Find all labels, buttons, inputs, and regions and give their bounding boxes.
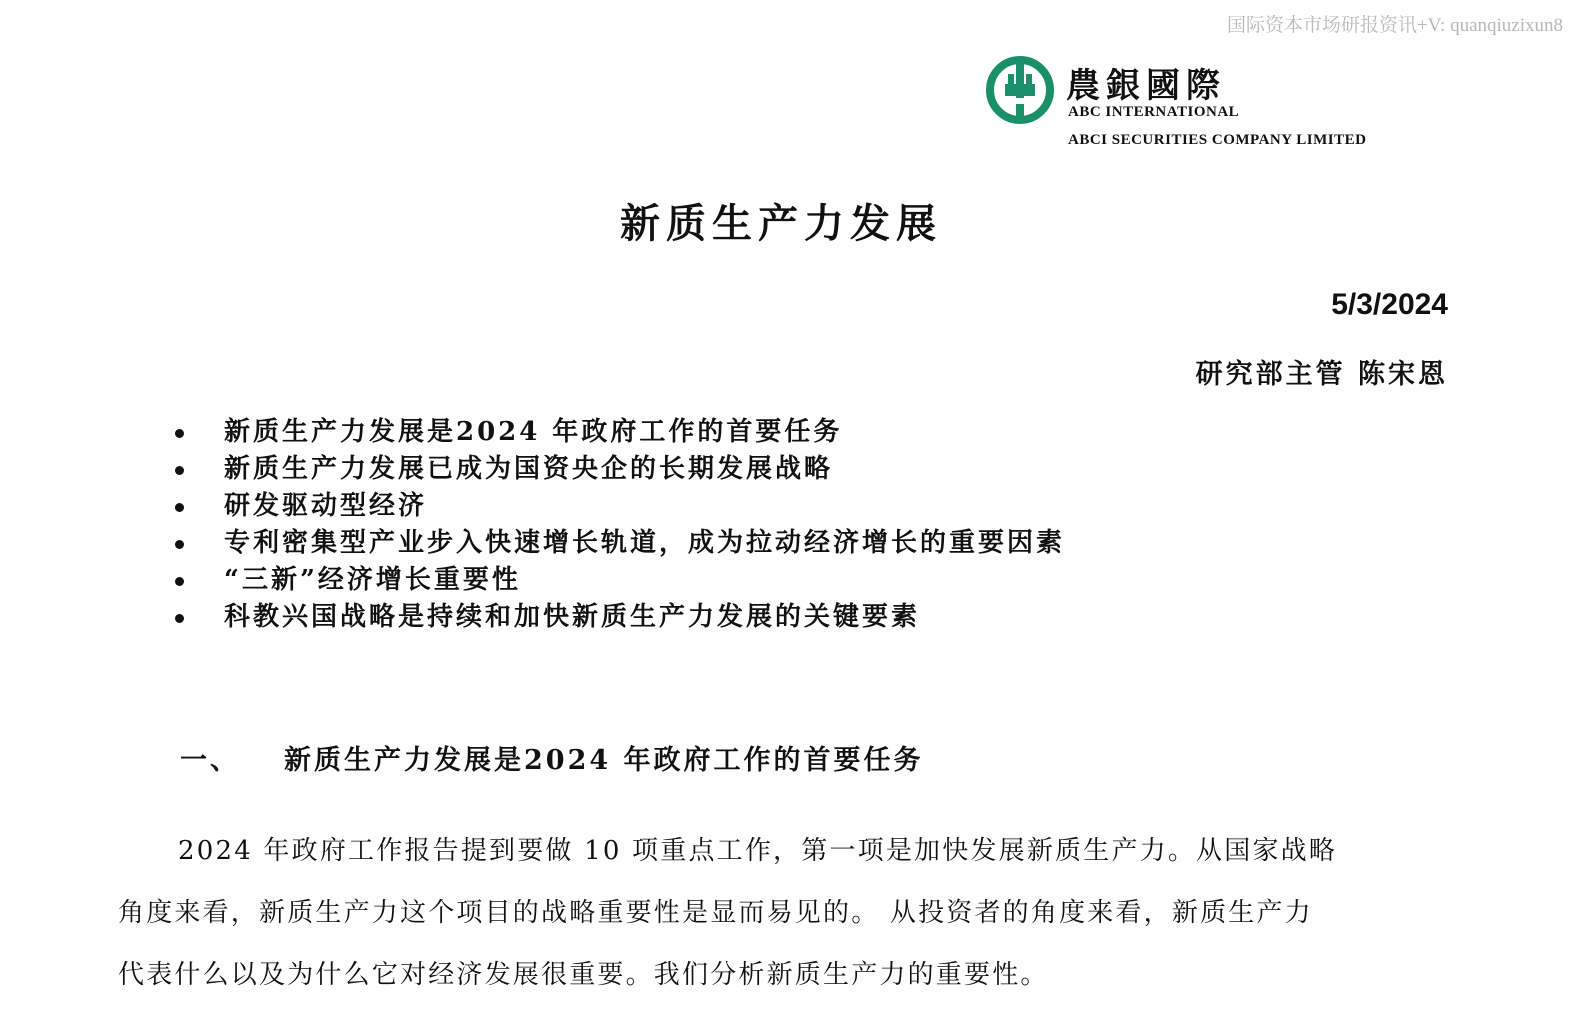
highlight-text: 研发驱动型经济 (224, 491, 428, 521)
highlight-text: 专利密集型产业步入快速增长轨道，成为拉动经济增长的重要因素 (224, 528, 1066, 558)
bullet-icon (175, 577, 184, 586)
section-heading-text: 新质生产力发展是2024 年政府工作的首要任务 (284, 745, 924, 776)
bullet-icon (175, 503, 184, 512)
highlight-item (172, 525, 1065, 562)
logo-english-name: ABC INTERNATIONAL (1068, 104, 1240, 120)
highlight-item (172, 488, 1065, 525)
body-line: 2024 年政府工作报告提到要做 10 项重点工作，第一项是加快发展新质生产力。从国家战略 (178, 836, 1338, 866)
bullet-icon (175, 429, 184, 438)
highlight-text: “三新”经济增长重要性 (224, 565, 521, 595)
highlight-item (172, 451, 1065, 488)
body-paragraph (118, 820, 1448, 1006)
highlight-item (172, 599, 1065, 636)
body-line: 代表什么以及为什么它对经济发展很重要。我们分析新质生产力的重要性。 (118, 960, 1049, 990)
logo-chinese-name: 農銀國際 (1066, 66, 1226, 106)
highlight-item (172, 414, 1065, 451)
highlight-text: 科教兴国战略是持续和加快新质生产力发展的关键要素 (224, 602, 921, 632)
bullet-icon (175, 466, 184, 475)
document-date: 5/3/2024 (1331, 288, 1448, 321)
document-author: 研究部主管 陈宋恩 (1195, 359, 1448, 390)
bullet-icon (175, 540, 184, 549)
body-line: 角度来看，新质生产力这个项目的战略重要性是显而易见的。 从投资者的角度来看，新质生产力 (118, 898, 1313, 928)
bullet-icon (175, 614, 184, 623)
highlight-item (172, 562, 1065, 599)
logo-company-name: ABCI SECURITIES COMPANY LIMITED (1068, 132, 1367, 148)
highlight-text: 新质生产力发展是2024 年政府工作的首要任务 (224, 417, 843, 447)
highlight-text: 新质生产力发展已成为国资央企的长期发展战略 (224, 454, 834, 484)
document-title: 新质生产力发展 (620, 200, 942, 247)
section-heading (180, 738, 924, 777)
watermark-text: 国际资本市场研报资讯+V: quanqiuzixun8 (1227, 15, 1563, 36)
section-number: 一、 (180, 745, 240, 776)
abc-coin-emblem-icon (986, 56, 1054, 124)
highlights-list (172, 414, 1065, 636)
